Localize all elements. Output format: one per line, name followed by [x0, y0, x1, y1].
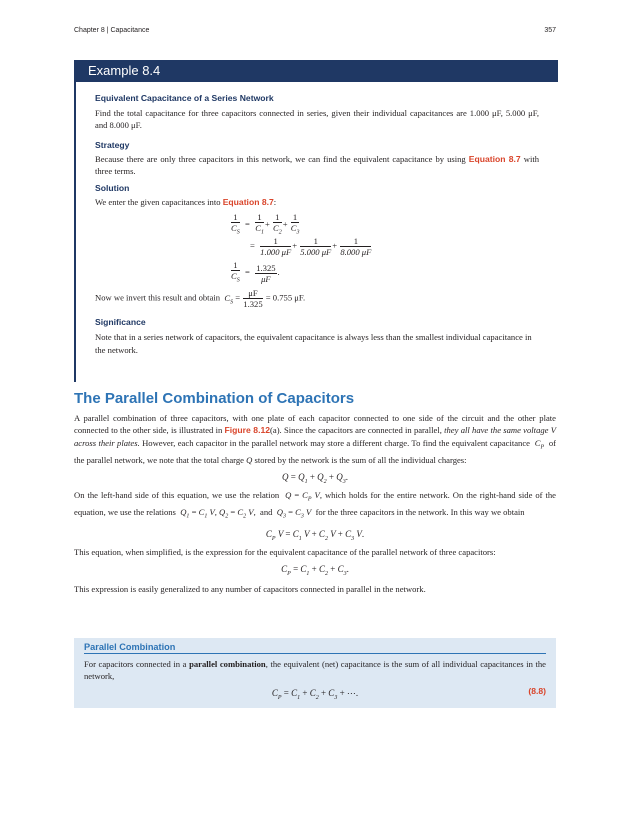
strategy-heading: Strategy — [95, 139, 130, 150]
invert-text: Now we invert this result and obtain $C_S$ = $\frac{\mu F}{1.325}$ = 0.755 μF. — [95, 288, 306, 310]
example-title: Example 8.4 — [76, 60, 558, 82]
invert-text-label: Now we invert this result and obtain — [95, 292, 221, 303]
solution-text-2: : — [273, 197, 277, 208]
pc-text-a: For capacitors connected in a — [84, 659, 187, 669]
parallel-combination-title: Parallel Combination — [84, 642, 546, 654]
example-body — [95, 93, 539, 356]
significance-text: Note that in a series network of capacitors, the equivalent capacitance is always less than the smallest individual capacitance in the network. — [95, 332, 532, 355]
section-body — [74, 412, 556, 595]
paragraph-1: A parallel combination of three capacitors, with one plate of each capacitor connected to one side of the circuit and the other plate connected to the other side, is illustrated in Figure 8.12(a). Since the capacitors are connected in parallel, they all have the same voltage V across their plates. However, each capacitor in the parallel network may store a different charge. To find the equivalent capacitance $C_P$ of the parallel network, we note that the total charge Q stored by the network is the sum of all the individual charges: — [74, 413, 556, 465]
equation-line-2: = $\frac{1}{1.000 \mu F}$ + $\frac{1}{5.000 \mu F}$ + $\frac{1}{8.000 \mu F}$ — [250, 236, 372, 258]
pc-text-b: , the equivalent (net) capacitance is the sum of all individual capacitances in the network, — [84, 659, 546, 682]
problem-heading: Equivalent Capacitance of a Series Network — [95, 93, 274, 103]
figure-8-12-link[interactable]: Figure 8.12 — [224, 425, 271, 436]
p2-text-c: for the three capacitors in the network. In this way we obtain — [315, 506, 525, 517]
paragraph-2: On the left-hand side of this equation, we use the relation $Q = C_P$ V, which holds for the entire network. On the right-hand side of the equation, we use the relations $Q_1 = C_1$ V, $Q_2 = C_2$ V, and $Q_3 = C_3$ V for the three capacitors in the network. In this way we obtain — [74, 489, 556, 520]
p2-text-a: On the left-hand side of this equation, we use the relation — [74, 489, 280, 500]
parallel-combination-box — [74, 638, 556, 708]
solution-text — [95, 196, 539, 208]
charge-sum-equation: $Q = Q_1 + Q_2 + Q_3$. — [282, 471, 348, 485]
strategy-text — [95, 153, 539, 178]
p1-italic: they all have the same voltage V across their plates. — [74, 425, 556, 448]
paragraph-4: This expression is easily generalized to any number of capacitors connected in parallel in the network. — [74, 583, 426, 594]
solution-heading: Solution — [95, 183, 130, 194]
cp-sum-equation: $C_P = C_1 + C_2 + C_3$. — [281, 563, 349, 577]
p1-text-a: A parallel combination of three capacitors, with one plate of each capacitor connected to one side of the circuit and the other plate connected to the other side, is illustrated in — [74, 413, 556, 436]
p1-text-e: stored by the network is the sum of all the individual charges: — [254, 454, 467, 465]
equation-line-3: $\frac{1}{C_S}$ = $\frac{1.325}{\mu F}$ . — [231, 260, 280, 285]
page-number: 357 — [544, 27, 556, 34]
significance-heading: Significance — [95, 317, 146, 328]
equation-8-8: $C_P = C_1 + C_2 + C_3$ + ⋯. — [271, 687, 359, 701]
capacitance-value-3: 8.000 μF — [340, 247, 372, 258]
equation-number: (8.8) — [528, 686, 546, 696]
running-header-chapter: Chapter 8 | Capacitance — [74, 27, 150, 34]
solution-text-1: We enter the given capacitances into — [95, 197, 221, 208]
strategy-text-2: with three terms. — [95, 153, 540, 176]
problem-text: Find the total capacitance for three capacitors connected in series, given their individual capacitances are 1.000 μF, 5.000 μF, and 8.000 μF. — [95, 108, 539, 131]
p1-text-c: However, each capacitor in the parallel network may store a different charge. To find the equivalent capacitance — [142, 437, 530, 448]
example-box — [74, 60, 556, 382]
p2-text-b: , which holds for the entire network. On the right-hand side of the equation, we use the relations — [74, 489, 556, 517]
cpv-equation: $C_P$ $V = C_1$ $V + C_2$ $V + C_3$ V. — [265, 528, 365, 542]
equation-8-7-link[interactable]: Equation 8.7 — [468, 153, 521, 164]
series-equation-block — [95, 212, 539, 286]
equation-line-1: $\frac{1}{C_S}$ = $\frac{1}{C_1}$ + $\frac{1}{C_2}$ + $\frac{1}{C_3}$ — [231, 212, 300, 237]
parallel-combination-text — [84, 658, 546, 683]
paragraph-3: This equation, when simplified, is the expression for the equivalent capacitance of the parallel network of three capacitors: — [74, 546, 496, 557]
capacitance-value-2: 5.000 μF — [300, 247, 332, 258]
sum-denominator: μF — [261, 273, 271, 284]
p1-text-d: of the parallel network, we note that the total charge — [74, 437, 556, 465]
p1-text-b: (a). Since the capacitors are connected in parallel, — [270, 425, 442, 436]
pc-text-bold: parallel combination — [189, 659, 266, 669]
strategy-text-1: Because there are only three capacitors in this network, we can find the equivalent capacitance by using — [95, 153, 466, 164]
equation-8-7-link-2[interactable]: Equation 8.7 — [222, 197, 274, 208]
section-title: The Parallel Combination of Capacitors — [74, 390, 355, 407]
capacitance-value-1: 1.000 μF — [260, 247, 292, 258]
sum-numerator: 1.325 — [256, 262, 276, 273]
invert-result: = 0.755 μF. — [265, 292, 306, 303]
